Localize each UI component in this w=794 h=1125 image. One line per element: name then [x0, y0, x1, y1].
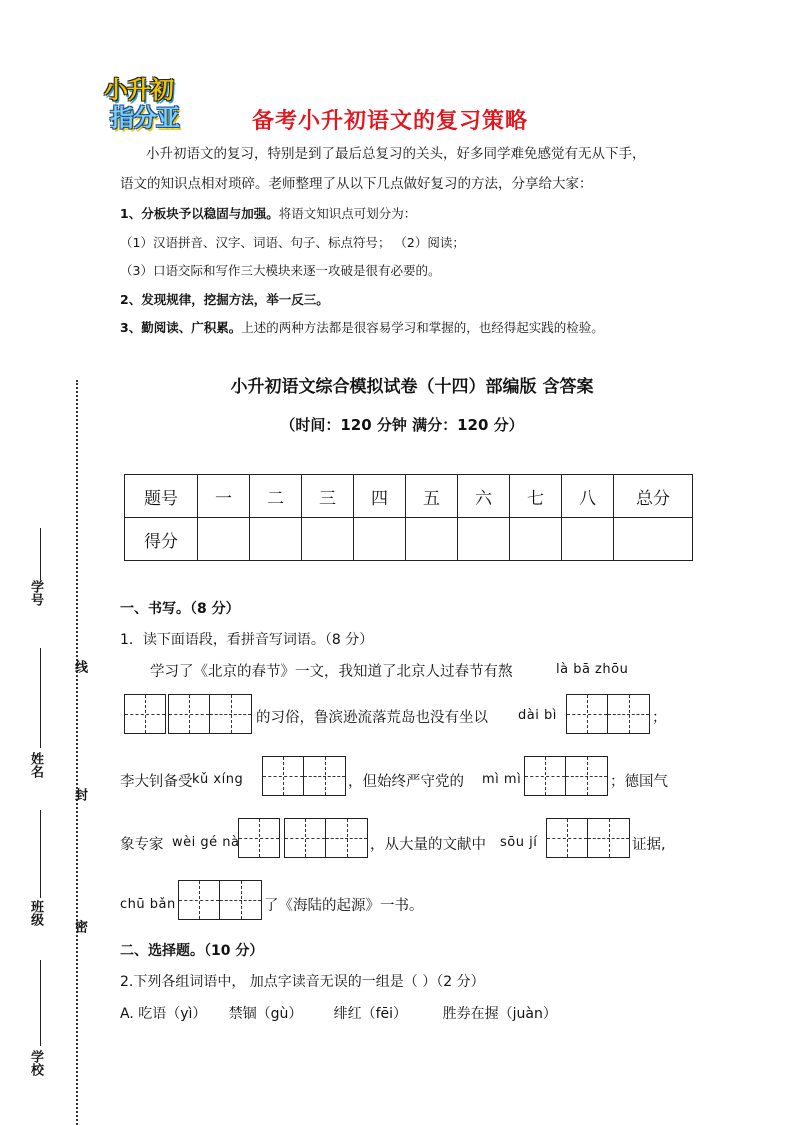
pinyin-kuxing: kǔ xíng — [192, 772, 244, 787]
score-cell[interactable] — [250, 518, 302, 561]
q1-line3c: ；德国气 — [610, 774, 668, 790]
writing-grid[interactable] — [546, 818, 630, 858]
score-table — [124, 474, 693, 561]
exam-subtitle: （时间：120 分钟 满分：120 分） — [280, 416, 524, 434]
pinyin-laba: là bā zhōu — [556, 662, 629, 677]
margin-label-xuehao: 学号 — [28, 580, 43, 606]
margin-label-xian: 线 — [72, 660, 87, 673]
writing-grid[interactable] — [262, 756, 346, 796]
section1-title: 一、书写。（8 分） — [120, 601, 240, 617]
intro-p2: 语文的知识点相对琐碎。老师整理了从以下几点做好复习的方法，分享给大家： — [120, 176, 593, 192]
score-header-cell: 二 — [250, 475, 302, 518]
score-header-cell: 七 — [510, 475, 562, 518]
q1-line4b: ，从大量的文献中 — [370, 837, 486, 853]
score-header-row — [125, 475, 693, 518]
score-header-cell: 四 — [354, 475, 406, 518]
intro-s3-bold: 3、勤阅读、广积累。 — [120, 320, 242, 335]
section2-title: 二、选择题。（10 分） — [120, 943, 264, 959]
intro-s3 — [120, 320, 604, 336]
score-cell[interactable] — [302, 518, 354, 561]
margin-blank-xuehao[interactable] — [40, 528, 41, 580]
score-cell[interactable] — [198, 518, 250, 561]
pinyin-chuban: chū bǎn — [120, 897, 176, 912]
option-a: A. 吃语（yì） 禁锢（gù） 绯红（fēi） 胜券在握（juàn） — [120, 1006, 557, 1022]
score-cell[interactable] — [510, 518, 562, 561]
q1-line1: 学习了《北京的春节》一文，我知道了北京人过春节有熬 — [150, 664, 513, 680]
margin-blank-xuexiao[interactable] — [40, 960, 41, 1046]
margin-label-xingming: 姓名 — [28, 752, 43, 778]
score-cell[interactable] — [354, 518, 406, 561]
q1-line3b: ，但始终严守党的 — [348, 774, 464, 790]
pinyin-daibi: dài bì — [518, 708, 557, 723]
score-header-cell: 三 — [302, 475, 354, 518]
score-cell[interactable] — [614, 518, 693, 561]
score-header-cell: 五 — [406, 475, 458, 518]
question1: 1．读下面语段，看拼音写词语。（8 分） — [120, 632, 374, 648]
intro-p1: 小升初语文的复习，特别是到了最后总复习的关头，好多同学难免感觉有无从下手， — [146, 146, 646, 162]
writing-grid[interactable] — [524, 756, 608, 796]
binding-dotted-line — [76, 380, 78, 1125]
score-header-cell: 六 — [458, 475, 510, 518]
q1-line3a: 李大钊备受 — [120, 774, 193, 790]
logo-line1: 小升初 — [104, 76, 173, 104]
margin-blank-xingming[interactable] — [40, 648, 41, 748]
q1-line4a: 象专家 — [120, 837, 164, 853]
score-row-label: 得分 — [125, 518, 198, 561]
page-title: 备考小升初语文的复习策略 — [252, 109, 529, 134]
pinyin-mimi: mì mì — [482, 772, 522, 787]
margin-label-feng: 封 — [72, 788, 87, 801]
intro-s3-rest: 上述的两种方法都是很容易学习和掌握的，也经得起实践的检验。 — [241, 320, 604, 335]
score-row — [125, 518, 693, 561]
margin-label-xuexiao: 学校 — [28, 1050, 43, 1076]
intro-s1-rest: 将语文知识点可划分为： — [278, 206, 417, 221]
intro-s1b: （3）口语交际和写作三大模块来逐一攻破是很有必要的。 — [120, 263, 441, 278]
q1-line2: 的习俗，鲁滨逊流落荒岛也没有坐以 — [256, 710, 488, 726]
score-header-cell: 总分 — [614, 475, 693, 518]
writing-grid[interactable] — [284, 818, 368, 858]
writing-grid[interactable] — [238, 818, 280, 858]
margin-blank-banji[interactable] — [40, 810, 41, 898]
score-header-cell: 题号 — [125, 475, 198, 518]
writing-grid[interactable] — [178, 880, 262, 920]
writing-grid[interactable] — [124, 694, 166, 734]
writing-grid[interactable] — [168, 694, 252, 734]
logo-line2: 指分亚 — [110, 104, 179, 132]
q1-line5: 了《海陆的起源》一书。 — [264, 898, 424, 914]
q1-line2-end: ； — [652, 710, 667, 726]
margin-label-mi: 密 — [72, 920, 87, 933]
exam-title: 小升初语文综合模拟试卷（十四）部编版 含答案 — [230, 377, 594, 397]
intro-s1a: （1）汉语拼音、汉字、词语、句子、标点符号； （2）阅读； — [120, 235, 465, 250]
pinyin-weigena: wèi gé nà — [172, 835, 240, 850]
intro-s1-bold: 1、分板块予以稳固与加强。 — [120, 206, 279, 221]
q1-line4c: 证据, — [632, 837, 666, 853]
question2: 2.下列各组词语中， 加点字读音无误的一组是（ ）（2 分） — [120, 974, 485, 990]
logo — [104, 68, 210, 130]
score-cell[interactable] — [562, 518, 614, 561]
score-header-cell: 一 — [198, 475, 250, 518]
intro-s1 — [120, 206, 416, 222]
score-cell[interactable] — [458, 518, 510, 561]
score-cell[interactable] — [406, 518, 458, 561]
writing-grid[interactable] — [566, 694, 650, 734]
score-header-cell: 八 — [562, 475, 614, 518]
intro-s2: 2、发现规律，挖掘方法，举一反三。 — [120, 292, 329, 307]
margin-label-banji: 班级 — [28, 900, 43, 926]
pinyin-souji: sōu jí — [500, 835, 538, 850]
